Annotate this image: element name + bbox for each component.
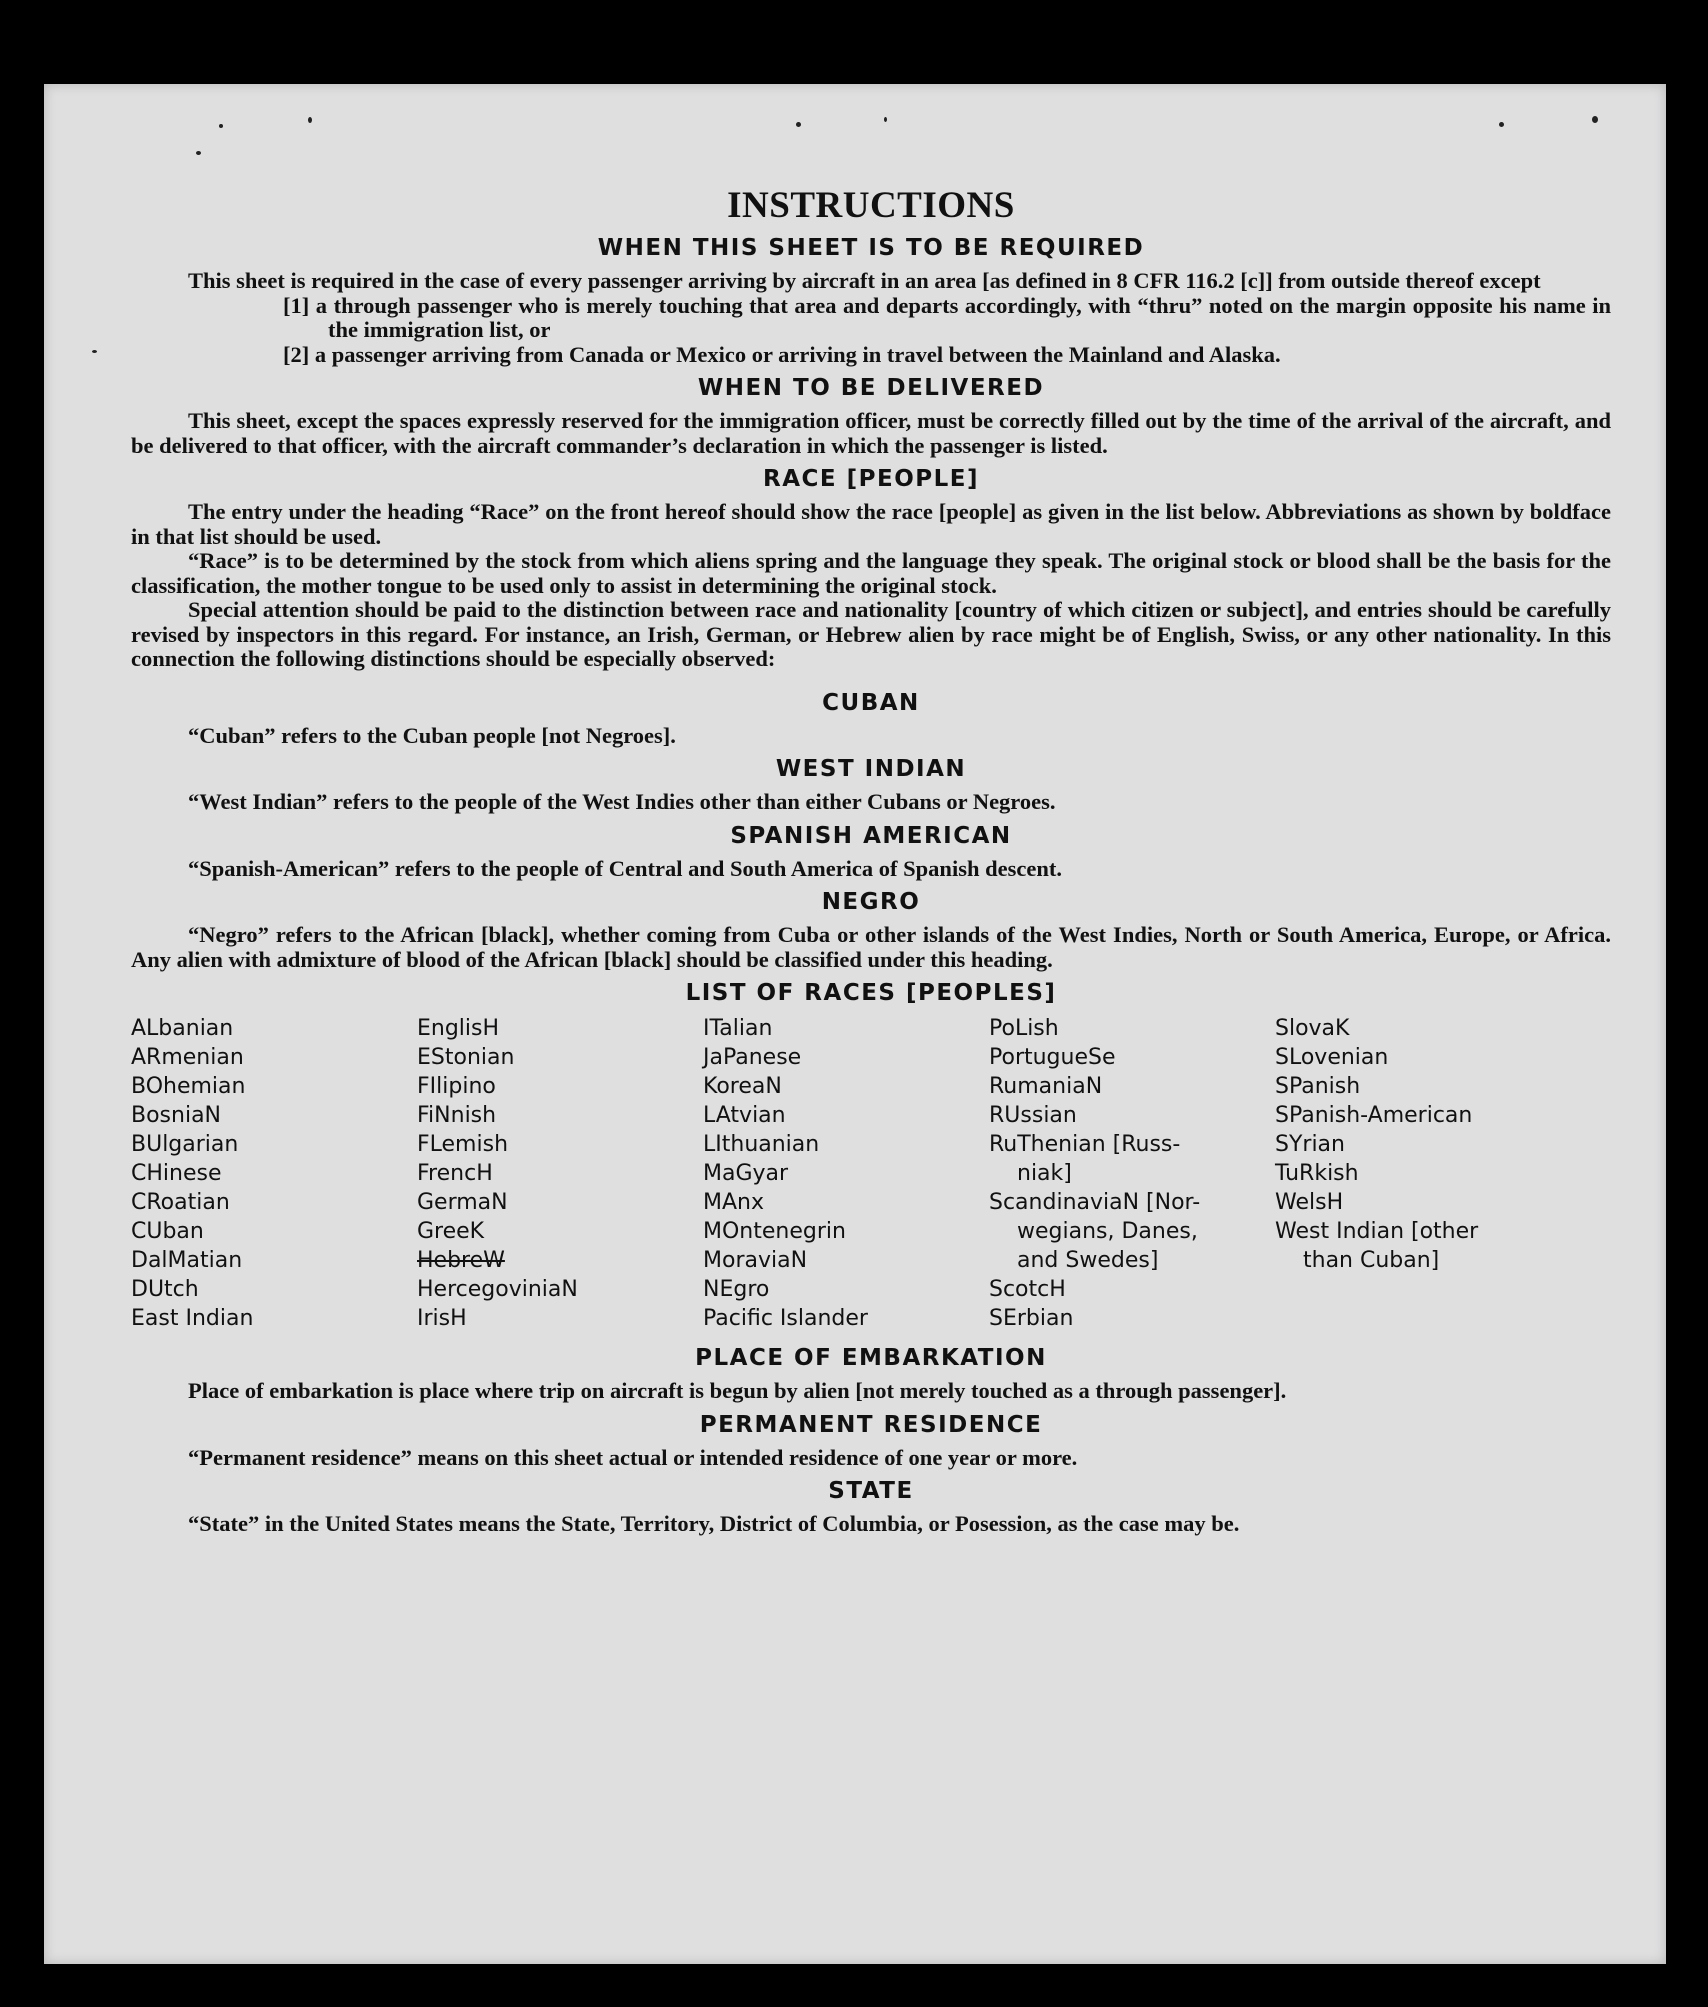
heading-embarkation: PLACE OF EMBARKATION bbox=[695, 1345, 1047, 1371]
race-item: MoraviaN bbox=[703, 1248, 808, 1273]
race-item: SErbian bbox=[989, 1306, 1074, 1331]
race-item: PoLish bbox=[989, 1016, 1059, 1041]
race-item: JaPanese bbox=[703, 1045, 802, 1070]
race-item: SlovaK bbox=[1275, 1016, 1350, 1041]
race-paragraph-3: Special attention should be paid to the distinction between race and nationality [country of which citizen or subject], and entries should be carefully revised by inspectors in this regard. For instance, an Irish, German, or Hebrew alien by race might be of English, Swiss, or any other nationality. In this connection the following distinctions should be especially observed: bbox=[131, 597, 1611, 671]
heading-list-of-races: LIST OF RACES [PEOPLES] bbox=[685, 980, 1057, 1006]
race-item: East Indian bbox=[131, 1306, 254, 1331]
delivered-text: This sheet, except the spaces expressly reserved for the immigration officer, must be correctly filled out by the time of the arrival of the aircraft, and be delivered to that officer, with the aircraft commander’s declaration in which the passenger is listed. bbox=[131, 408, 1611, 458]
scan-speck bbox=[1499, 122, 1504, 127]
race-item: TuRkish bbox=[1275, 1161, 1359, 1186]
race-item: IrisH bbox=[417, 1306, 467, 1331]
race-item: GreeK bbox=[417, 1219, 485, 1244]
race-item: CHinese bbox=[131, 1161, 222, 1186]
spanish-american-text: “Spanish-American” refers to the people of Central and South America of Spanish descent. bbox=[188, 855, 1062, 881]
heading-state: STATE bbox=[828, 1478, 914, 1504]
race-item: ALbanian bbox=[131, 1016, 234, 1041]
race-item-continued: wegians, Danes, bbox=[1017, 1219, 1198, 1244]
required-item-1: [1] a through passenger who is merely touching that area and departs accordingly, with “thru” noted on the margin opposite his name in the immigration list, or bbox=[283, 292, 1611, 342]
race-column-5 bbox=[1275, 1014, 1575, 1333]
race-item: FrencH bbox=[417, 1161, 493, 1186]
scan-speck bbox=[92, 350, 97, 353]
race-item: MAnx bbox=[703, 1190, 764, 1215]
document-page bbox=[44, 84, 1666, 1964]
race-paragraph-2: “Race” is to be determined by the stock from which aliens spring and the language they speak. The original stock or blood shall be the basis for the classification, the mother tongue to be used only to assist in determining the original stock. bbox=[131, 548, 1611, 598]
race-item: SLovenian bbox=[1275, 1045, 1389, 1070]
cuban-text: “Cuban” refers to the Cuban people [not Negroes]. bbox=[188, 722, 676, 748]
race-item: SPanish bbox=[1275, 1074, 1361, 1099]
race-item: ARmenian bbox=[131, 1045, 244, 1070]
race-item: RUssian bbox=[989, 1103, 1077, 1128]
scan-speck bbox=[796, 122, 801, 127]
race-item: CRoatian bbox=[131, 1190, 230, 1215]
race-item: BOhemian bbox=[131, 1074, 246, 1099]
race-item: BosniaN bbox=[131, 1103, 222, 1128]
heading-race: RACE [PEOPLE] bbox=[763, 466, 979, 492]
race-item: FIlipino bbox=[417, 1074, 496, 1099]
race-item: ScandinaviaN [Nor- bbox=[989, 1190, 1201, 1215]
race-column-3 bbox=[703, 1014, 989, 1333]
heading-cuban: CUBAN bbox=[822, 689, 920, 716]
race-item: ITalian bbox=[703, 1016, 773, 1041]
race-item: PortugueSe bbox=[989, 1045, 1116, 1070]
race-item: ScotcH bbox=[989, 1277, 1066, 1302]
west-indian-text: “West Indian” refers to the people of the West Indies other than either Cubans or Negroes. bbox=[188, 789, 1056, 814]
heading-west-indian: WEST INDIAN bbox=[775, 756, 967, 782]
state-text: “State” in the United States means the State, Territory, District of Columbia, or Posession, as the case may be. bbox=[188, 1511, 1240, 1536]
race-item: West Indian [other bbox=[1275, 1219, 1479, 1244]
race-list bbox=[131, 1014, 1611, 1333]
race-item: RumaniaN bbox=[989, 1074, 1103, 1099]
scan-speck bbox=[884, 117, 887, 122]
race-item: HercegoviniaN bbox=[417, 1277, 578, 1302]
heading-spanish-american: SPANISH AMERICAN bbox=[730, 822, 1012, 849]
race-item: MaGyar bbox=[703, 1161, 789, 1186]
race-item-continued: niak] bbox=[1017, 1161, 1072, 1186]
race-item: FiNnish bbox=[417, 1103, 497, 1128]
race-item: FLemish bbox=[417, 1132, 509, 1157]
instructions-content bbox=[131, 184, 1611, 1537]
heading-required: WHEN THIS SHEET IS TO BE REQUIRED bbox=[597, 235, 1145, 261]
race-item: SYrian bbox=[1275, 1132, 1345, 1157]
race-item: EStonian bbox=[417, 1045, 515, 1070]
negro-text: “Negro” refers to the African [black], whether coming from Cuba or other islands of the West Indies, North or South America, Europe, or Africa. Any alien with admixture of blood of the African [black] should be classified under this heading. bbox=[131, 922, 1611, 972]
required-intro: This sheet is required in the case of every passenger arriving by aircraft in an area [as defined in 8 CFR 116.2 [c]] from outside thereof except bbox=[188, 268, 1541, 293]
scan-speck bbox=[219, 124, 223, 128]
race-item: SPanish-American bbox=[1275, 1103, 1473, 1128]
heading-negro: NEGRO bbox=[821, 889, 921, 915]
race-item: BUlgarian bbox=[131, 1132, 239, 1157]
race-column-1 bbox=[131, 1014, 417, 1333]
race-item: LAtvian bbox=[703, 1103, 786, 1128]
scan-speck bbox=[1592, 116, 1598, 123]
scan-speck bbox=[308, 117, 312, 123]
scan-speck bbox=[196, 151, 201, 155]
race-item: WelsH bbox=[1275, 1190, 1344, 1215]
race-item: Pacific Islander bbox=[703, 1306, 868, 1331]
race-item: EnglisH bbox=[417, 1016, 500, 1041]
race-item: DalMatian bbox=[131, 1248, 243, 1273]
race-item: RuThenian [Russ- bbox=[989, 1132, 1181, 1157]
race-column-2 bbox=[417, 1014, 703, 1333]
race-item: DUtch bbox=[131, 1277, 199, 1302]
page-title: INSTRUCTIONS bbox=[727, 185, 1015, 226]
permanent-residence-text: “Permanent residence” means on this sheet actual or intended residence of one year or more. bbox=[188, 1444, 1078, 1470]
race-item-continued: than Cuban] bbox=[1303, 1248, 1440, 1273]
race-item: LIthuanian bbox=[703, 1132, 820, 1157]
race-column-4 bbox=[989, 1014, 1275, 1333]
race-item: MOntenegrin bbox=[703, 1219, 846, 1244]
race-item: NEgro bbox=[703, 1277, 770, 1302]
race-item: CUban bbox=[131, 1219, 204, 1244]
heading-delivered: WHEN TO BE DELIVERED bbox=[697, 375, 1045, 401]
race-item-struck: HebreW bbox=[417, 1248, 505, 1273]
heading-permanent-residence: PERMANENT RESIDENCE bbox=[699, 1411, 1043, 1438]
race-item: GermaN bbox=[417, 1190, 508, 1215]
embarkation-text: Place of embarkation is place where trip on aircraft is begun by alien [not merely touched as a through passenger]. bbox=[188, 1378, 1287, 1403]
race-item-continued: and Swedes] bbox=[1017, 1248, 1159, 1273]
race-paragraph-1: The entry under the heading “Race” on the front hereof should show the race [people] as given in the list below. Abbreviations as shown by boldface in that list should be used. bbox=[131, 499, 1611, 549]
race-item: KoreaN bbox=[703, 1074, 782, 1099]
required-item-2: [2] a passenger arriving from Canada or Mexico or arriving in travel between the Mainland and Alaska. bbox=[283, 341, 1281, 367]
